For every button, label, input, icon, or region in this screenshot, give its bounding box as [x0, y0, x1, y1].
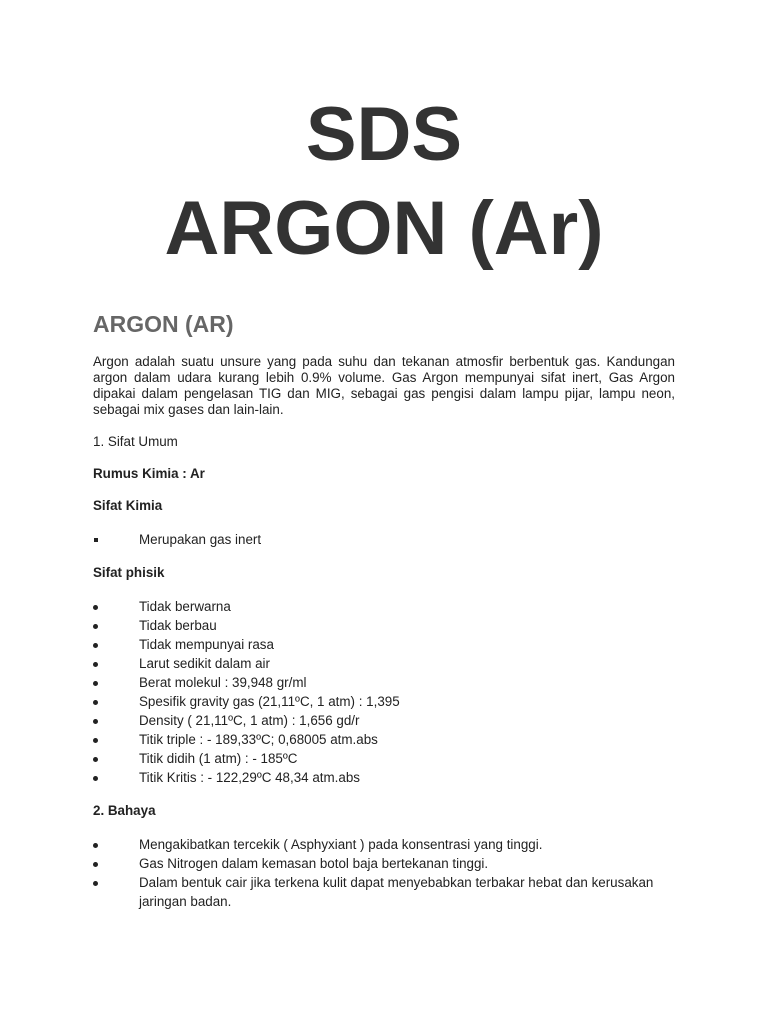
sifat-kimia-list — [93, 530, 675, 549]
bullet-icon — [93, 862, 98, 867]
bahaya-heading: 2. Bahaya — [93, 803, 156, 818]
section-heading: ARGON (AR) — [93, 311, 234, 337]
bullet-icon — [93, 738, 98, 743]
list-item — [93, 730, 675, 749]
list-item — [93, 597, 675, 616]
list-item — [93, 530, 675, 549]
bullet-icon — [93, 719, 98, 724]
bullet-icon — [93, 700, 98, 705]
bullet-icon — [93, 605, 98, 610]
list-item-text: Tidak berwarna — [139, 599, 231, 614]
list-item-text: Tidak mempunyai rasa — [139, 637, 274, 652]
list-item — [93, 835, 675, 854]
intro-paragraph: Argon adalah suatu unsure yang pada suhu dan tekanan atmosfir berbentuk gas. Kandungan argon dalam udara kurang lebih 0.9% volume. Gas Argon mempunyai sifat inert, Gas Argon dipakai dalam pengelasan TIG dan MIG, sebagai gas pengisi dalam lampu pijar, lampu neon, sebagai mix gases dan lain-lain. — [93, 354, 675, 417]
list-item-text: Density ( 21,11ºC, 1 atm) : 1,656 gd/r — [139, 713, 360, 728]
sifat-umum-label: 1. Sifat Umum — [93, 434, 178, 449]
bullet-icon — [93, 757, 98, 762]
bullet-icon — [93, 681, 98, 686]
list-item — [93, 635, 675, 654]
list-item-text: Mengakibatkan tercekik ( Asphyxiant ) pada konsentrasi yang tinggi. — [139, 837, 543, 852]
square-bullet-icon — [94, 538, 98, 542]
list-item — [93, 768, 675, 787]
bahaya-list — [93, 835, 675, 911]
list-item-text: Merupakan gas inert — [139, 532, 262, 547]
document-title — [0, 88, 768, 276]
bullet-icon — [93, 843, 98, 848]
list-item-text: Dalam bentuk cair jika terkena kulit dapat menyebabkan terbakar hebat dan kerusakan jaringan badan. — [139, 875, 654, 909]
sifat-fisik-heading: Sifat phisik — [93, 565, 165, 580]
list-item-text: Spesifik gravity gas (21,11ºC, 1 atm) : 1,395 — [139, 694, 400, 709]
list-item — [93, 873, 675, 911]
list-item — [93, 654, 675, 673]
list-item — [93, 692, 675, 711]
list-item-text: Gas Nitrogen dalam kemasan botol baja bertekanan tinggi. — [139, 856, 489, 871]
list-item-text: Larut sedikit dalam air — [139, 656, 270, 671]
list-item-text: Titik Kritis : - 122,29ºC 48,34 atm.abs — [139, 770, 360, 785]
bullet-icon — [93, 662, 98, 667]
list-item — [93, 854, 675, 873]
list-item-text: Tidak berbau — [139, 618, 217, 633]
list-item — [93, 749, 675, 768]
sifat-fisik-list — [93, 597, 675, 787]
title-line-sds: SDS — [305, 92, 463, 177]
bullet-icon — [93, 624, 98, 629]
list-item — [93, 711, 675, 730]
bullet-icon — [93, 776, 98, 781]
bullet-icon — [93, 881, 98, 886]
list-item — [93, 673, 675, 692]
list-item-text: Titik triple : - 189,33ºC; 0,68005 atm.abs — [139, 732, 378, 747]
list-item-text: Titik didih (1 atm) : - 185ºC — [139, 751, 298, 766]
sifat-kimia-heading: Sifat Kimia — [93, 498, 163, 513]
document-body — [93, 308, 675, 927]
list-item — [93, 616, 675, 635]
rumus-kimia-label: Rumus Kimia : Ar — [93, 466, 205, 481]
bullet-icon — [93, 643, 98, 648]
title-line-argon: ARGON (Ar) — [164, 186, 604, 271]
list-item-text: Berat molekul : 39,948 gr/ml — [139, 675, 307, 690]
